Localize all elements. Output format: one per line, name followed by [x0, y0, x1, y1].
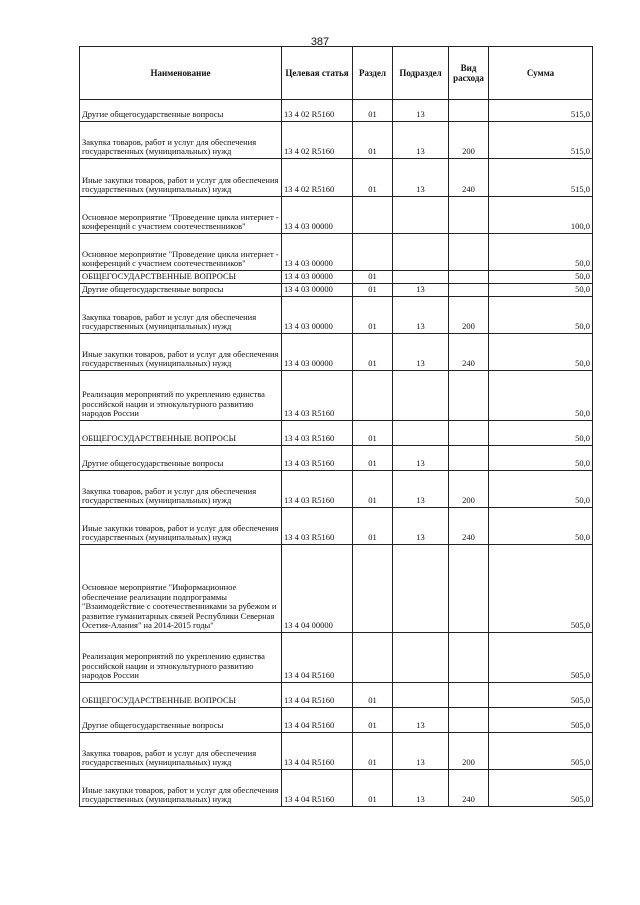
cell-amount: 50,0	[489, 508, 593, 545]
cell-section: 01	[353, 334, 393, 371]
table-row	[80, 683, 593, 708]
table-row	[80, 371, 593, 421]
header-target-article: Целевая статья	[282, 47, 353, 100]
cell-subsection: 13	[393, 122, 449, 159]
cell-target-article: 13 4 03 R5160	[282, 446, 353, 471]
cell-subsection: 13	[393, 159, 449, 197]
cell-expense-type: 200	[449, 297, 489, 334]
cell-amount: 50,0	[489, 334, 593, 371]
header-expense-type: Вид расхода	[449, 47, 489, 100]
cell-target-article: 13 4 04 R5160	[282, 733, 353, 770]
cell-name: ОБЩЕГОСУДАРСТВЕННЫЕ ВОПРОСЫ	[80, 421, 282, 446]
cell-target-article: 13 4 03 00000	[282, 284, 353, 297]
cell-expense-type: 240	[449, 770, 489, 807]
cell-amount: 50,0	[489, 271, 593, 284]
cell-expense-type: 200	[449, 733, 489, 770]
table-row	[80, 733, 593, 770]
table-row	[80, 770, 593, 807]
table-row	[80, 159, 593, 197]
cell-name: Реализация мероприятий по укреплению единства российской нации и этнокультурного развитию народов России	[80, 371, 282, 421]
cell-expense-type: 240	[449, 159, 489, 197]
cell-subsection: 13	[393, 708, 449, 733]
cell-name: Иные закупки товаров, работ и услуг для обеспечения государственных (муниципальных) нужд	[80, 159, 282, 197]
cell-amount: 505,0	[489, 770, 593, 807]
cell-target-article: 13 4 03 00000	[282, 334, 353, 371]
cell-amount: 50,0	[489, 421, 593, 446]
cell-section: 01	[353, 421, 393, 446]
cell-target-article: 13 4 04 R5160	[282, 633, 353, 683]
cell-name: Закупка товаров, работ и услуг для обеспечения государственных (муниципальных) нужд	[80, 297, 282, 334]
cell-target-article: 13 4 03 R5160	[282, 508, 353, 545]
cell-section: 01	[353, 271, 393, 284]
cell-name: Другие общегосударственные вопросы	[80, 100, 282, 122]
cell-subsection	[393, 197, 449, 234]
table-row	[80, 271, 593, 284]
cell-section	[353, 197, 393, 234]
header-name: Наименование	[80, 47, 282, 100]
cell-name: Закупка товаров, работ и услуг для обеспечения государственных (муниципальных) нужд	[80, 471, 282, 508]
cell-name: Другие общегосударственные вопросы	[80, 708, 282, 733]
header-subsection: Подраздел	[393, 47, 449, 100]
cell-subsection: 13	[393, 770, 449, 807]
cell-section: 01	[353, 708, 393, 733]
cell-subsection: 13	[393, 297, 449, 334]
cell-section: 01	[353, 683, 393, 708]
cell-name: Основное мероприятие "Проведение цикла интернет - конференций с участием соотечественников"	[80, 234, 282, 271]
cell-amount: 505,0	[489, 708, 593, 733]
table-row	[80, 334, 593, 371]
cell-target-article: 13 4 02 R5160	[282, 122, 353, 159]
cell-section	[353, 371, 393, 421]
cell-expense-type	[449, 271, 489, 284]
cell-target-article: 13 4 03 00000	[282, 297, 353, 334]
cell-subsection: 13	[393, 284, 449, 297]
cell-expense-type	[449, 421, 489, 446]
cell-subsection: 13	[393, 471, 449, 508]
cell-name: Реализация мероприятий по укреплению единства российской нации и этнокультурного развитию народов России	[80, 633, 282, 683]
cell-section: 01	[353, 100, 393, 122]
budget-table	[79, 46, 593, 807]
cell-expense-type: 240	[449, 334, 489, 371]
cell-expense-type: 240	[449, 508, 489, 545]
cell-section: 01	[353, 284, 393, 297]
cell-amount: 515,0	[489, 159, 593, 197]
table-row	[80, 234, 593, 271]
cell-section	[353, 633, 393, 683]
cell-expense-type: 200	[449, 122, 489, 159]
table-row	[80, 471, 593, 508]
cell-amount: 50,0	[489, 297, 593, 334]
cell-subsection	[393, 633, 449, 683]
cell-amount: 50,0	[489, 234, 593, 271]
page-number: 387	[310, 36, 330, 48]
cell-section: 01	[353, 159, 393, 197]
cell-expense-type	[449, 100, 489, 122]
table-row	[80, 508, 593, 545]
cell-expense-type	[449, 633, 489, 683]
table-header-row	[80, 47, 593, 100]
cell-subsection: 13	[393, 334, 449, 371]
cell-amount: 100,0	[489, 197, 593, 234]
cell-name: ОБЩЕГОСУДАРСТВЕННЫЕ ВОПРОСЫ	[80, 683, 282, 708]
cell-expense-type	[449, 708, 489, 733]
cell-amount: 515,0	[489, 122, 593, 159]
table-row	[80, 297, 593, 334]
table-body	[80, 100, 593, 807]
cell-name: Иные закупки товаров, работ и услуг для обеспечения государственных (муниципальных) нужд	[80, 334, 282, 371]
cell-subsection	[393, 271, 449, 284]
cell-subsection	[393, 683, 449, 708]
header-amount: Сумма	[489, 47, 593, 100]
cell-name: Другие общегосударственные вопросы	[80, 284, 282, 297]
table-row	[80, 633, 593, 683]
cell-subsection	[393, 421, 449, 446]
cell-subsection	[393, 371, 449, 421]
cell-name: Основное мероприятие "Информационное обеспечение реализации подпрограммы "Взаимодействие с соотечественниками за рубежом и развитие гуманитарных связей Республики Северная Осетия-Алания" на 2014-2015 годы"	[80, 545, 282, 633]
cell-target-article: 13 4 02 R5160	[282, 100, 353, 122]
cell-section: 01	[353, 471, 393, 508]
cell-section: 01	[353, 508, 393, 545]
cell-target-article: 13 4 04 R5160	[282, 770, 353, 807]
cell-amount: 50,0	[489, 284, 593, 297]
cell-subsection: 13	[393, 446, 449, 471]
cell-expense-type: 200	[449, 471, 489, 508]
cell-amount: 505,0	[489, 733, 593, 770]
cell-target-article: 13 4 03 R5160	[282, 421, 353, 446]
cell-name: Иные закупки товаров, работ и услуг для обеспечения государственных (муниципальных) нужд	[80, 770, 282, 807]
header-section: Раздел	[353, 47, 393, 100]
cell-subsection: 13	[393, 100, 449, 122]
cell-target-article: 13 4 04 00000	[282, 545, 353, 633]
cell-section: 01	[353, 122, 393, 159]
cell-amount: 505,0	[489, 545, 593, 633]
cell-section	[353, 545, 393, 633]
cell-name: Иные закупки товаров, работ и услуг для обеспечения государственных (муниципальных) нужд	[80, 508, 282, 545]
cell-expense-type	[449, 197, 489, 234]
cell-target-article: 13 4 04 R5160	[282, 683, 353, 708]
cell-subsection: 13	[393, 508, 449, 545]
cell-target-article: 13 4 03 R5160	[282, 371, 353, 421]
cell-name: Закупка товаров, работ и услуг для обеспечения государственных (муниципальных) нужд	[80, 122, 282, 159]
cell-target-article: 13 4 03 00000	[282, 234, 353, 271]
table-row	[80, 100, 593, 122]
table-row	[80, 708, 593, 733]
cell-target-article: 13 4 02 R5160	[282, 159, 353, 197]
table-row	[80, 421, 593, 446]
cell-expense-type	[449, 446, 489, 471]
cell-name: Основное мероприятие "Проведение цикла интернет - конференций с участием соотечественников"	[80, 197, 282, 234]
cell-name: Другие общегосударственные вопросы	[80, 446, 282, 471]
table-row	[80, 446, 593, 471]
cell-name: Закупка товаров, работ и услуг для обеспечения государственных (муниципальных) нужд	[80, 733, 282, 770]
cell-amount: 50,0	[489, 446, 593, 471]
cell-section: 01	[353, 297, 393, 334]
cell-target-article: 13 4 03 00000	[282, 197, 353, 234]
cell-subsection	[393, 234, 449, 271]
cell-subsection	[393, 545, 449, 633]
cell-section: 01	[353, 733, 393, 770]
table-row	[80, 545, 593, 633]
cell-section: 01	[353, 770, 393, 807]
cell-expense-type	[449, 545, 489, 633]
table-row	[80, 284, 593, 297]
cell-section: 01	[353, 446, 393, 471]
cell-target-article: 13 4 03 R5160	[282, 471, 353, 508]
cell-expense-type	[449, 371, 489, 421]
cell-amount: 50,0	[489, 371, 593, 421]
cell-amount: 505,0	[489, 683, 593, 708]
cell-amount: 505,0	[489, 633, 593, 683]
cell-expense-type	[449, 234, 489, 271]
table-row	[80, 197, 593, 234]
cell-expense-type	[449, 683, 489, 708]
cell-amount: 50,0	[489, 471, 593, 508]
cell-target-article: 13 4 04 R5160	[282, 708, 353, 733]
table-row	[80, 122, 593, 159]
cell-expense-type	[449, 284, 489, 297]
cell-subsection: 13	[393, 733, 449, 770]
cell-target-article: 13 4 03 00000	[282, 271, 353, 284]
cell-section	[353, 234, 393, 271]
cell-amount: 515,0	[489, 100, 593, 122]
cell-name: ОБЩЕГОСУДАРСТВЕННЫЕ ВОПРОСЫ	[80, 271, 282, 284]
